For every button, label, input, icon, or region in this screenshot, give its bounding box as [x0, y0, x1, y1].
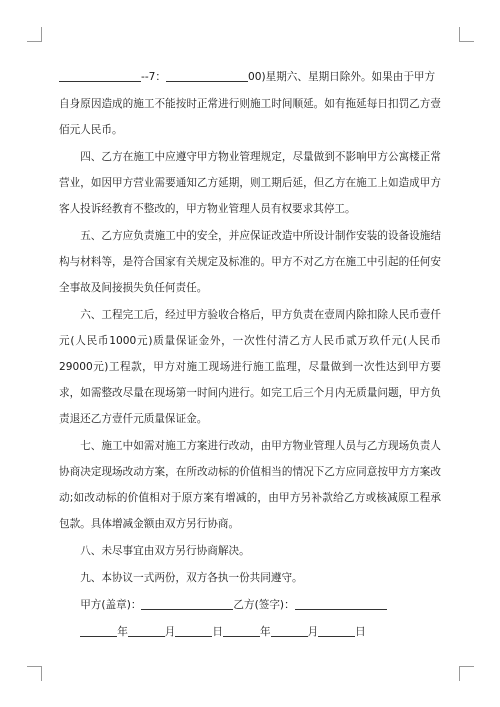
party-a-day-field[interactable] — [175, 624, 212, 637]
crop-mark-top-right — [459, 27, 474, 42]
day-label: 日 — [355, 626, 366, 638]
party-b-day-field[interactable] — [318, 624, 355, 637]
party-a-label: 甲方(盖章)： — [80, 599, 142, 611]
party-b-year-field[interactable] — [223, 624, 260, 637]
paragraph-clause-7: 七、施工中如需对施工方案进行改动，由甲方物业管理人员与乙方现场负责人协商决定现场改动方案，在所改动标的价值相当的情况下乙方应同意按甲方方案改动;如改动标的价值相对于原方案有增减的，由甲方另补款给乙方或核减原工程承包款。具体增减金额由双方另行协商。 — [59, 440, 441, 530]
paragraph-clause-8: 八、未尽事宜由双方另行协商解决。 — [80, 545, 250, 557]
crop-mark-top-left — [27, 27, 42, 42]
paragraph-clause-9: 九、本协议一式两份，双方各执一份共同遵守。 — [80, 572, 303, 584]
paragraph-clause-6: 六、工程完工后，经过甲方验收合格后，甲方负责在壹周内除扣除人民币壹仟元(人民币1000元)质量保证金外，一次性付清乙方人民币贰万玖仟元(人民币29000元)工程款，甲方对施工现场进行施工监理，尽量做到一次性达到甲方要求，如需整改尽量在现场第一时间内进行。如完工后三个月内无质量问题，甲方负责退还乙方壹仟元质量保证金。 — [59, 309, 441, 425]
blank-line — [166, 69, 248, 82]
paragraph-clause-4: 四、乙方在施工中应遵守甲方物业管理规定，尽量做到不影响甲方公寓楼正常营业，如因甲方营业需要通知乙方延期，则工期后延，但乙方在施工上如造成甲方客人投诉经教育不整改的，甲方物业管理人员有权要求其停工。 — [59, 151, 441, 215]
month-label: 月 — [164, 626, 176, 638]
paragraph-continuation-first-line — [59, 64, 441, 90]
party-b-month-field[interactable] — [271, 624, 308, 637]
first-line-part1: --7： — [141, 71, 166, 83]
party-b-label: 乙方(签字)： — [233, 599, 295, 611]
day-label: 日 — [212, 626, 223, 638]
month-label: 月 — [307, 626, 319, 638]
crop-mark-bottom-left — [27, 666, 42, 681]
paragraph-clause-5: 五、乙方应负责施工中的安全，并应保证改造中所设计制作安装的设备设施结构与材料等，是符合国家有关规定及标准的。甲方不对乙方在施工中引起的任何安全事故及间接损失负任何责任。 — [59, 230, 441, 294]
paragraph-continuation: 自身原因造成的施工不能按时正常进行则施工时间顺延。如有拖延每日扣罚乙方壹佰元人民币。 — [59, 98, 441, 136]
party-b-signature-field[interactable] — [295, 597, 387, 610]
year-label: 年 — [117, 626, 128, 638]
year-label: 年 — [259, 626, 271, 638]
crop-mark-bottom-right — [459, 666, 474, 681]
party-a-month-field[interactable] — [128, 624, 165, 637]
blank-line — [59, 69, 141, 82]
party-a-signature-field[interactable] — [141, 597, 233, 610]
party-a-year-field[interactable] — [80, 624, 117, 637]
signature-row — [59, 592, 441, 618]
date-row — [59, 619, 441, 645]
document-body — [59, 64, 441, 646]
first-line-part2: 00)星期六、星期日除外。如果由于甲方 — [247, 71, 436, 83]
